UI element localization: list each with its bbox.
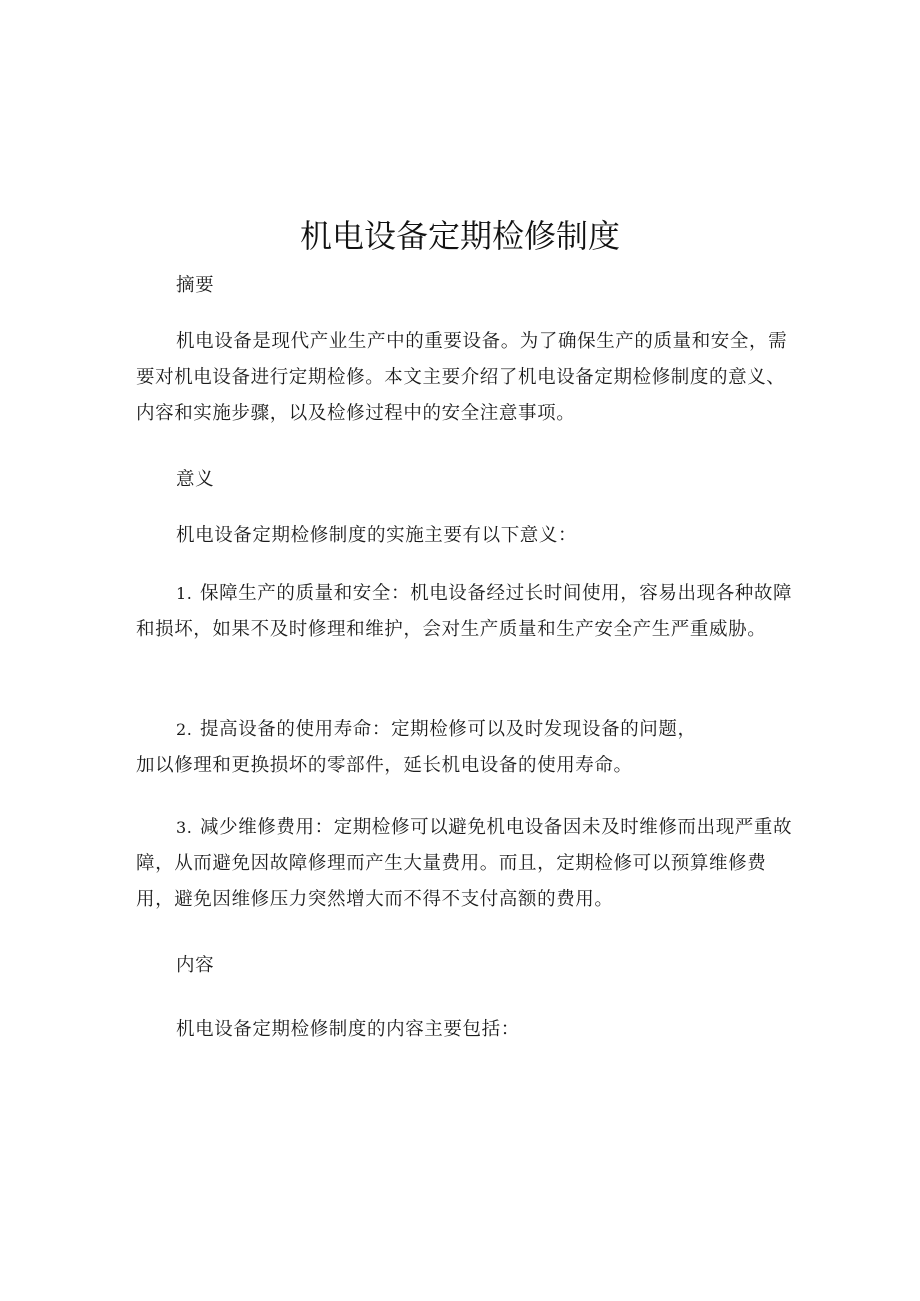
content-intro: 机电设备定期检修制度的内容主要包括： (176, 1019, 520, 1040)
list-item-text: 提高设备的使用寿命：定期检修可以及时发现设备的问题， (200, 719, 697, 740)
section-heading-significance: 意义 (176, 469, 215, 490)
abstract-paragraph: 机电设备是现代产业生产中的重要设备。为了确保生产的质量和安全，需要对机电设备进行定期检修。本文主要介绍了机电设备定期检修制度的意义、内容和实施步骤，以及检修过程中的安全注意事项。 (136, 331, 788, 424)
significance-intro: 机电设备定期检修制度的实施主要有以下意义： (176, 525, 578, 546)
section-heading-abstract: 摘要 (176, 275, 215, 296)
section-heading-content: 内容 (176, 955, 215, 976)
list-item-text: 保障生产的质量和安全：机电设备经过长时间使用，容易出现各种故障和损坏，如果不及时修理和维护，会对生产质量和生产安全产生严重威胁。 (136, 583, 793, 640)
document-title: 机电设备定期检修制度 (299, 217, 620, 255)
list-item (136, 576, 802, 648)
list-item-text: 减少维修费用：定期检修可以避免机电设备因未及时维修而出现严重故障，从而避免因故障修理而产生大量费用。而且，定期检修可以预算维修费用，避免因维修压力突然增大而不得不支付高额的费用。 (136, 817, 793, 910)
list-item (136, 810, 802, 918)
list-item-text-continued: 加以修理和更换损坏的零部件，延长机电设备的使用寿命。 (136, 755, 633, 776)
list-item-number: 2. (176, 720, 193, 739)
list-item (136, 712, 802, 784)
list-item-number: 3. (176, 818, 193, 837)
list-item-number: 1. (176, 584, 193, 603)
